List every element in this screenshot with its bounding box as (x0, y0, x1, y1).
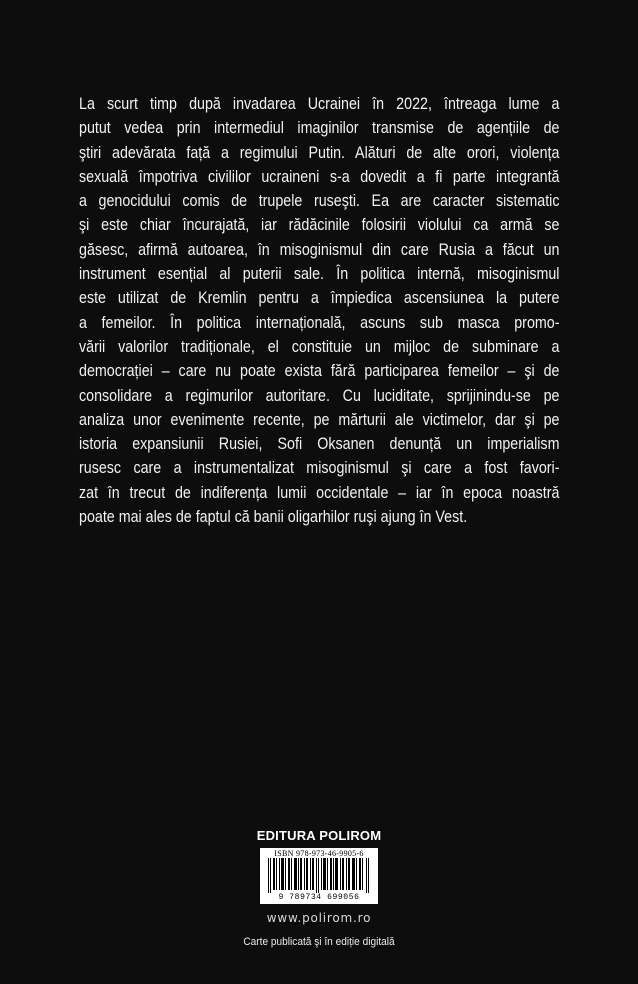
blurb-line: găsesc, afirmă autoarea, în misoginismul din care Rusia a făcut un (79, 239, 560, 259)
blurb-line: putut vedea prin intermediul imaginilor transmise de agențiile de (79, 118, 560, 138)
blurb-line: poate mai ales de faptul că banii oligarhilor ruşi ajung în Vest. (79, 507, 468, 527)
digital-edition-note: Carte publicată şi în ediție digitală (243, 936, 395, 948)
blurb-line: istoria expansiunii Rusiei, Sofi Oksanen denunță un imperialism (79, 434, 560, 454)
blurb-line: sexuală împotriva civililor ucraineni s-a dovedit a fi parte integrantă (79, 166, 560, 186)
blurb-line: instrument esențial al puterii sale. În politica internă, misoginismul (79, 264, 560, 284)
blurb-line: zat în trecut de indiferența lumii occidentale – iar în epoca noastră (79, 482, 560, 502)
blurb-line: La scurt timp după invadarea Ucrainei în 2022, întreaga lume a (79, 94, 560, 113)
isbn-number: ISBN 978-973-46-9905-6 (274, 849, 364, 858)
blurb-line: rusesc care a instrumentalizat misoginismul şi care a fost favori- (79, 458, 560, 478)
blurb-line: ştiri adevărata față a regimului Putin. Alături de alte orori, violența (79, 142, 560, 162)
blurb-line: democrației – care nu poate exista fără participarea femeilor – şi de (79, 361, 560, 381)
blurb-line: a femeilor. În politica internațională, ascuns sub masca promo- (79, 312, 560, 332)
blurb-line: a genocidului comis de trupele ruseşti. Ea are caracter sistematic (79, 191, 560, 211)
publisher-website: www.polirom.ro (266, 911, 372, 925)
barcode-bars (264, 858, 374, 894)
blurb-line: şi este chiar încurajată, iar rădăcinile folosirii violului ca armă se (79, 215, 560, 235)
blurb-line: este utilizat de Kremlin pentru a împiedica ascensiunea la putere (79, 288, 560, 308)
blurb-line: analiza unor evenimente recente, pe mărturii ale victimelor, dar şi pe (79, 409, 560, 429)
blurb-text (79, 92, 559, 529)
blurb-line: consolidare a regimurilor autoritare. Cu luciditate, sprijinindu-se pe (79, 385, 560, 405)
publisher-name: EDITURA POLIROM (256, 828, 382, 843)
barcode (260, 848, 378, 904)
blurb-line: vării valorilor tradiționale, el constituie un mijloc de subminare a (79, 336, 560, 356)
barcode-digits: 9 789734 699056 (260, 893, 378, 902)
